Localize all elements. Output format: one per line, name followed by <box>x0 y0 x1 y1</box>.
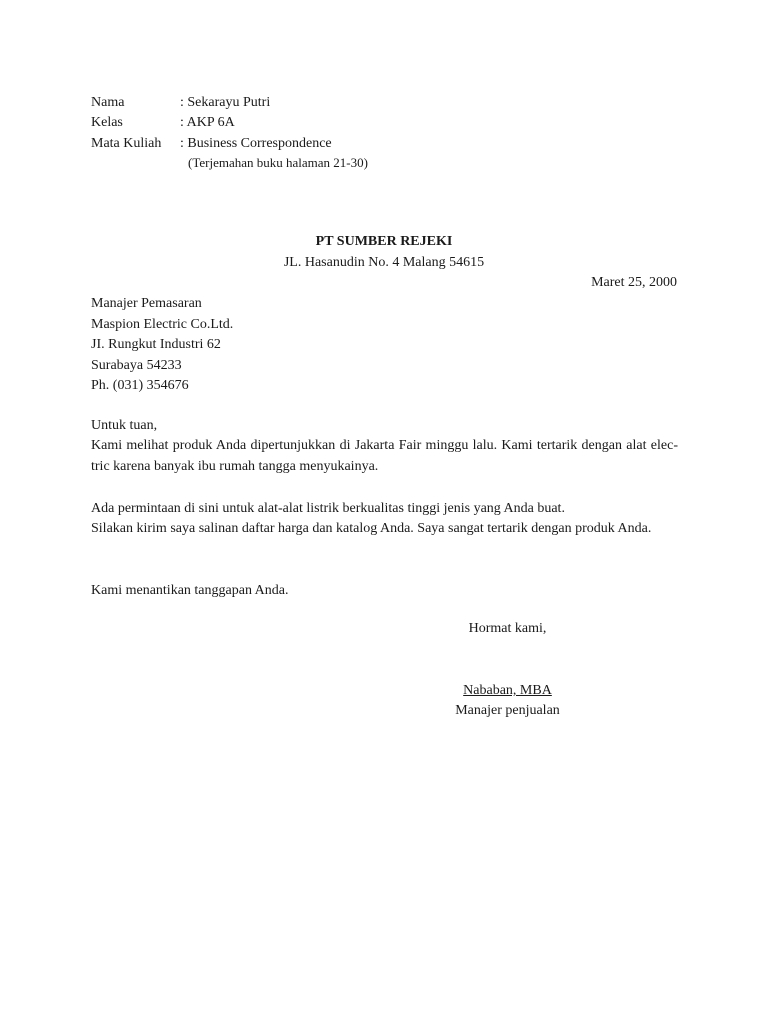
signature-greeting: Hormat kami, <box>468 621 547 636</box>
recipient-line: Ph. (031) 354676 <box>91 378 189 393</box>
salutation: Untuk tuan, <box>91 418 158 433</box>
signature-name <box>400 681 615 701</box>
body-paragraph-2b: Silakan kirim saya salinan daftar harga dan katalog Anda. Saya sangat tertarik dengan produk Anda. <box>91 521 652 536</box>
info-value-mata-kuliah: : Business Correspondence <box>180 136 332 151</box>
body-paragraph-1: Kami melihat produk Anda dipertunjukkan di Jakarta Fair minggu lalu. Kami tertarik dengan alat elec- tric karena banyak ibu rumah tangga menyukainya. <box>91 438 678 474</box>
info-label-kelas: Kelas <box>91 115 123 130</box>
info-value-nama: : Sekarayu Putri <box>180 95 271 110</box>
closing-line: Kami menantikan tanggapan Anda. <box>91 583 289 598</box>
company-address: JL. Hasanudin No. 4 Malang 54615 <box>283 255 485 270</box>
translation-note: (Terjemahan buku halaman 21-30) <box>188 155 368 170</box>
signature-name-text: Nababan, MBA <box>463 683 552 698</box>
letter-date: Maret 25, 2000 <box>591 275 677 290</box>
recipient-line: Maspion Electric Co.Ltd. <box>91 317 234 332</box>
company-name: PT SUMBER REJEKI <box>315 234 453 249</box>
recipient-line: Surabaya 54233 <box>91 358 182 373</box>
info-label-mata-kuliah: Mata Kuliah <box>91 136 162 151</box>
recipient-line: Manajer Pemasaran <box>91 296 202 311</box>
body-paragraph-2a: Ada permintaan di sini untuk alat-alat listrik berkualitas tinggi jenis yang Anda buat. <box>91 501 565 516</box>
info-value-kelas: : AKP 6A <box>180 115 235 130</box>
info-label-nama: Nama <box>91 95 125 110</box>
recipient-line: JI. Rungkut Industri 62 <box>91 337 221 352</box>
signature-title: Manajer penjualan <box>455 703 560 718</box>
